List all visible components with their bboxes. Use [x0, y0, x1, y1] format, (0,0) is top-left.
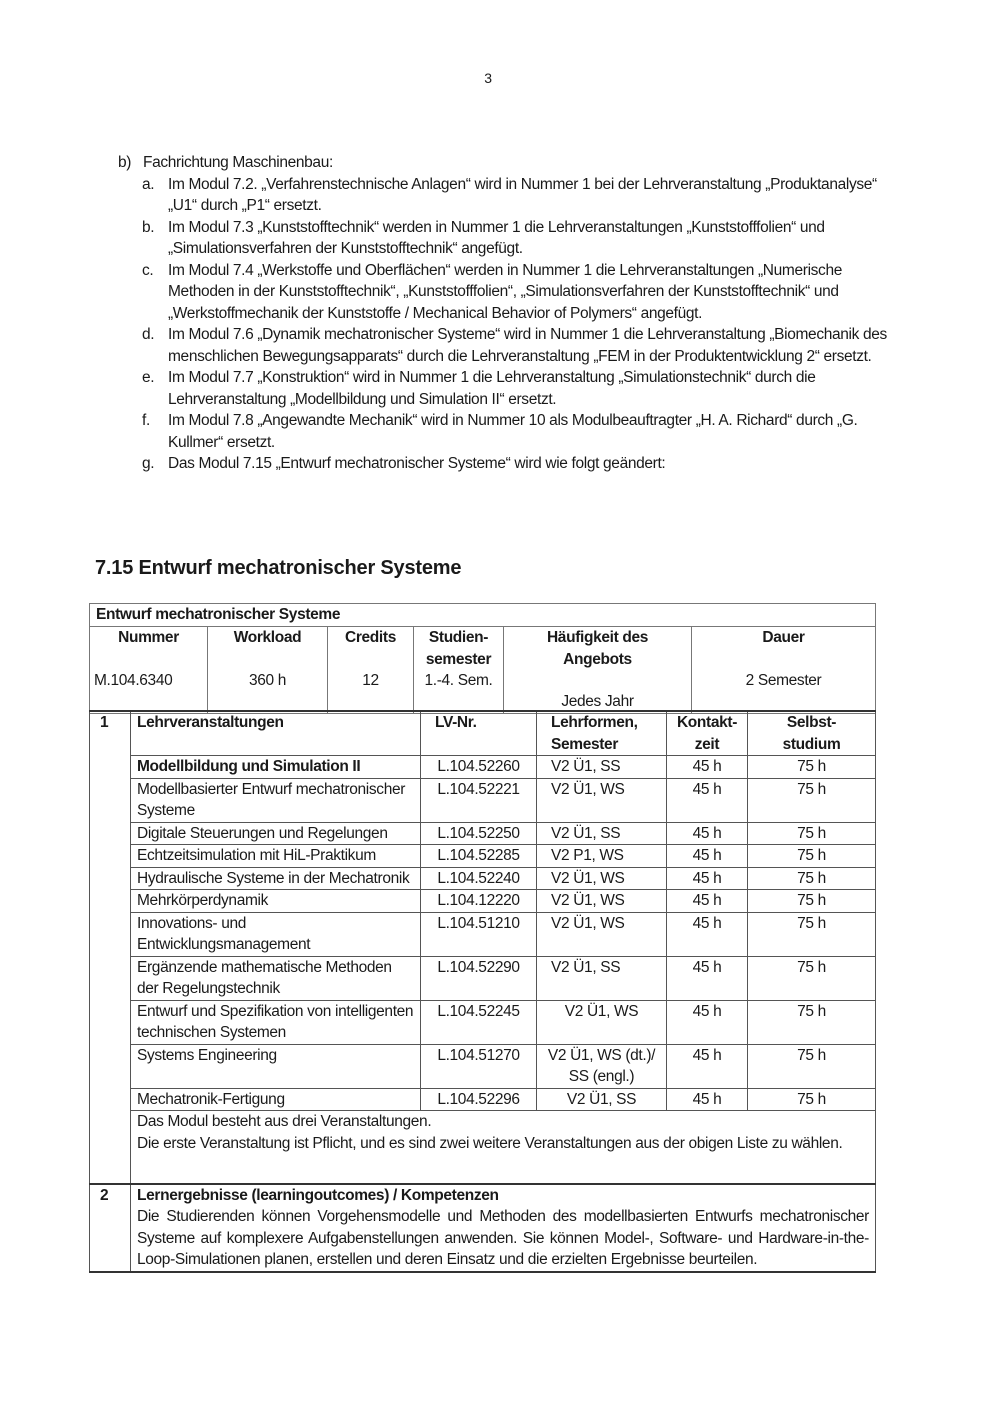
- course-note-line-2: Die erste Veranstaltung ist Pflicht, und es sind zwei weitere Veranstaltungen aus der obigen Liste zu wählen.: [137, 1134, 843, 1152]
- course-note-line-1: Das Modul besteht aus drei Veranstaltungen.: [137, 1113, 432, 1130]
- table-row: [90, 1000, 876, 1044]
- course-lehrformen: V2 Ü1, WS: [537, 867, 667, 890]
- header-lehrformen-text: Lehrformen, Semester: [551, 714, 638, 753]
- course-kontaktzeit: 45 h: [667, 1000, 748, 1044]
- haeufigkeit-header: Häufigkeit des Angebots: [546, 629, 649, 668]
- list-item: [142, 174, 898, 217]
- course-selbststudium: 75 h: [748, 956, 876, 1000]
- course-table-header: [90, 711, 876, 756]
- course-kontaktzeit: 45 h: [667, 912, 748, 956]
- list-item-text: Im Modul 7.3 „Kunststofftechnik“ werden in Nummer 1 die Lehrveranstaltungen „Kunststofffolien“ und „Simulationsverfahren der Kunststofftechnik“ angefügt.: [168, 218, 825, 257]
- course-table: [89, 710, 876, 1273]
- course-kontaktzeit: 45 h: [667, 756, 748, 779]
- workload-header: Workload: [233, 629, 302, 646]
- course-selbststudium: 75 h: [748, 1088, 876, 1111]
- page-number: 3: [484, 70, 492, 86]
- course-name: Ergänzende mathematische Methoden der Regelungstechnik: [131, 956, 421, 1000]
- dauer-value: 2 Semester: [745, 671, 822, 689]
- course-lv-nr: L.104.52240: [421, 867, 537, 890]
- amendment-heading-text: Fachrichtung Maschinenbau:: [143, 154, 333, 171]
- course-name: Hydraulische Systeme in der Mechatronik: [131, 867, 421, 890]
- table-row: [90, 822, 876, 845]
- list-item-text: Im Modul 7.4 „Werkstoffe und Oberflächen“ werden in Nummer 1 die Lehrveranstaltungen „Numerische Methoden in der Kunststofftechnik“, „Kunststofffolien“, „Simulationsverfahren der Kunststofftechnik“ und „Werkstoffmechanik der Kunststoffe / Mechanical Behavior of Polymers“ angefügt.: [168, 261, 842, 322]
- table-row: [90, 912, 876, 956]
- course-selbststudium: 75 h: [748, 1000, 876, 1044]
- amendment-heading-label: b): [118, 154, 132, 171]
- section-title: 7.15 Entwurf mechatronischer Systeme: [95, 557, 462, 579]
- section-number-2: 2: [90, 1184, 131, 1272]
- header-lv-nr: LV-Nr.: [421, 711, 537, 756]
- table-row: [90, 890, 876, 913]
- course-selbststudium: 75 h: [748, 867, 876, 890]
- table-row: [90, 867, 876, 890]
- workload-cell: [208, 627, 328, 714]
- header-lehrformen: [537, 711, 667, 756]
- course-lehrformen: V2 Ü1, WS: [537, 912, 667, 956]
- studiensemester-cell: [414, 627, 504, 714]
- course-name: Mehrkörperdynamik: [131, 890, 421, 913]
- list-item: [142, 260, 898, 325]
- workload-value: 360 h: [248, 671, 287, 689]
- module-header-table: [89, 603, 876, 714]
- outcomes-title: Lernergebnisse (learningoutcomes) / Kompetenzen: [137, 1186, 499, 1204]
- list-item-label: b.: [142, 218, 155, 236]
- dauer-cell: [692, 627, 876, 714]
- list-item: [142, 324, 898, 367]
- course-lv-nr: L.104.52260: [421, 756, 537, 779]
- header-selbststudium: [748, 711, 876, 756]
- nummer-cell: [90, 627, 208, 714]
- course-kontaktzeit: 45 h: [667, 778, 748, 822]
- course-lv-nr: L.104.52221: [421, 778, 537, 822]
- amendment-heading: [118, 152, 898, 174]
- studiensemester-value: 1.-4. Sem.: [424, 672, 493, 689]
- table-row: [90, 956, 876, 1000]
- course-selbststudium: 75 h: [748, 912, 876, 956]
- list-item-text: Im Modul 7.2. „Verfahrenstechnische Anlagen“ wird in Nummer 1 bei der Lehrveranstaltung „Produktanalyse“ „U1“ durch „P1“ ersetzt.: [168, 175, 877, 214]
- list-item: [142, 367, 898, 410]
- studiensemester-header: Studien-semester: [425, 629, 492, 668]
- haeufigkeit-value: Jedes Jahr: [561, 693, 634, 710]
- credits-cell: [328, 627, 414, 714]
- course-lv-nr: L.104.52245: [421, 1000, 537, 1044]
- table-row: [90, 778, 876, 822]
- course-lehrformen: V2 Ü1, WS: [537, 778, 667, 822]
- table-row: [90, 1044, 876, 1088]
- module-title: Entwurf mechatronischer Systeme: [90, 604, 876, 627]
- table-row: [90, 845, 876, 868]
- course-lehrformen: V2 Ü1, SS: [537, 756, 667, 779]
- course-note: [131, 1111, 876, 1184]
- credits-value: 12: [362, 671, 379, 689]
- course-lv-nr: L.104.52285: [421, 845, 537, 868]
- course-selbststudium: 75 h: [748, 778, 876, 822]
- outcomes-text: Die Studierenden können Vorgehensmodelle und Methoden des modellbasierten Entwurfs mechatronischer Systeme auf komplexere Aufgabenstellungen anwenden. Sie können Model-, Software- und Hardware-in-the-Loop-Simulationen planen, erstellen und deren Einsatz und die erzielten Ergebnisse beurteilen.: [137, 1208, 869, 1268]
- course-kontaktzeit: 45 h: [667, 822, 748, 845]
- nummer-header: Nummer: [118, 629, 179, 646]
- list-item-label: a.: [142, 175, 155, 193]
- list-item-text: Im Modul 7.7 „Konstruktion“ wird in Nummer 1 die Lehrveranstaltung „Simulationstechnik“ durch die Lehrveranstaltung „Modellbildung und Simulation II“ ersetzt.: [168, 369, 816, 408]
- list-item: [142, 217, 898, 260]
- course-lehrformen: V2 Ü1, SS: [537, 956, 667, 1000]
- list-item-label: c.: [142, 261, 154, 279]
- dauer-header: Dauer: [762, 629, 805, 646]
- list-item-label: d.: [142, 326, 155, 343]
- course-name: Entwurf und Spezifikation von intelligenten technischen Systemen: [131, 1000, 421, 1044]
- list-item-label: g.: [142, 455, 155, 472]
- table-row: [90, 1088, 876, 1111]
- course-lehrformen: V2 Ü1, SS: [537, 1088, 667, 1111]
- course-kontaktzeit: 45 h: [667, 1088, 748, 1111]
- course-lehrformen: V2 Ü1, SS: [537, 822, 667, 845]
- table-row: [90, 756, 876, 779]
- list-item: [142, 410, 898, 453]
- list-item-label: f.: [142, 412, 150, 429]
- course-lehrformen: V2 Ü1, WS: [537, 1000, 667, 1044]
- haeufigkeit-cell: [504, 627, 692, 714]
- credits-header: Credits: [345, 629, 396, 646]
- course-lv-nr: L.104.52296: [421, 1088, 537, 1111]
- course-lehrformen: V2 Ü1, WS: [537, 890, 667, 913]
- course-kontaktzeit: 45 h: [667, 1044, 748, 1088]
- course-lehrformen: V2 P1, WS: [537, 845, 667, 868]
- course-name: Mechatronik-Fertigung: [131, 1088, 421, 1111]
- amendment-list: [118, 152, 898, 475]
- course-kontaktzeit: 45 h: [667, 845, 748, 868]
- outcomes-cell: [131, 1184, 876, 1272]
- amendment-sublist: [142, 174, 898, 475]
- course-lv-nr: L.104.52250: [421, 822, 537, 845]
- header-selbststudium-text: Selbst-studium: [782, 714, 841, 753]
- course-lv-nr: L.104.12220: [421, 890, 537, 913]
- course-name: Echtzeitsimulation mit HiL-Praktikum: [131, 845, 421, 868]
- section-number-1: 1: [90, 711, 131, 1184]
- nummer-value: M.104.6340: [94, 671, 173, 689]
- list-item: [142, 453, 898, 475]
- header-lehrveranstaltungen: Lehrveranstaltungen: [131, 711, 421, 756]
- header-kontaktzeit-text: Kontakt-zeit: [676, 714, 738, 753]
- course-lv-nr: L.104.52290: [421, 956, 537, 1000]
- course-name: Digitale Steuerungen und Regelungen: [131, 822, 421, 845]
- course-selbststudium: 75 h: [748, 822, 876, 845]
- list-item-text: Das Modul 7.15 „Entwurf mechatronischer Systeme“ wird wie folgt geändert:: [168, 455, 666, 472]
- course-selbststudium: 75 h: [748, 890, 876, 913]
- course-kontaktzeit: 45 h: [667, 867, 748, 890]
- course-name: Innovations- und Entwicklungsmanagement: [131, 912, 421, 956]
- course-lehrformen: V2 Ü1, WS (dt.)/ SS (engl.): [537, 1044, 667, 1088]
- list-item-text: Im Modul 7.6 „Dynamik mechatronischer Systeme“ wird in Nummer 1 die Lehrveranstaltung „Biomechanik des menschlichen Bewegungsapparats“ durch die Lehrveranstaltung „FEM in der Produktentwicklung 2“ ersetzt.: [168, 326, 887, 365]
- course-kontaktzeit: 45 h: [667, 890, 748, 913]
- course-kontaktzeit: 45 h: [667, 956, 748, 1000]
- course-lv-nr: L.104.51210: [421, 912, 537, 956]
- course-selbststudium: 75 h: [748, 1044, 876, 1088]
- list-item-label: e.: [142, 369, 155, 386]
- list-item-text: Im Modul 7.8 „Angewandte Mechanik“ wird in Nummer 10 als Modulbeauftragter „H. A. Richard“ durch „G. Kullmer“ ersetzt.: [168, 412, 858, 451]
- course-name: Modellbasierter Entwurf mechatronischer Systeme: [131, 778, 421, 822]
- outcomes-row: [90, 1184, 876, 1272]
- course-lv-nr: L.104.51270: [421, 1044, 537, 1088]
- header-kontaktzeit: [667, 711, 748, 756]
- course-selbststudium: 75 h: [748, 756, 876, 779]
- course-note-row: [90, 1111, 876, 1184]
- course-name: Modellbildung und Simulation II: [131, 756, 421, 779]
- course-selbststudium: 75 h: [748, 845, 876, 868]
- course-name: Systems Engineering: [131, 1044, 421, 1088]
